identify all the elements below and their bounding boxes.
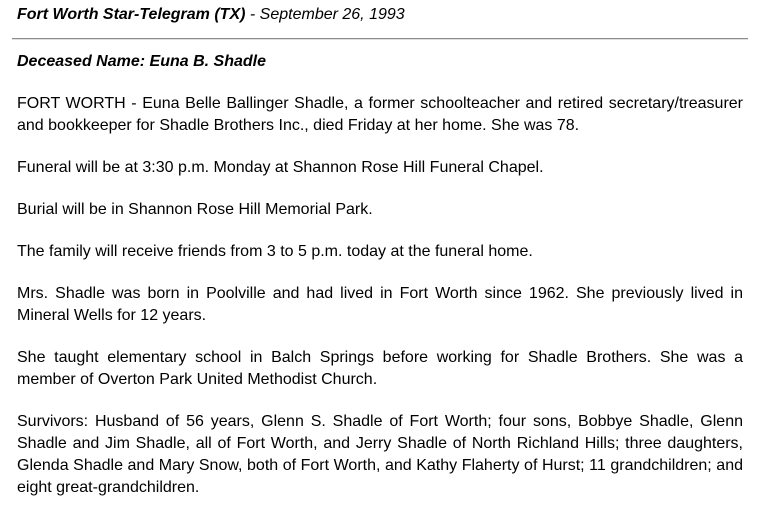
publication-date: September 26, 1993 [259, 6, 405, 23]
newspaper-source: Fort Worth Star-Telegram (TX) [17, 6, 246, 23]
header-separator: - [245, 6, 260, 23]
obituary-paragraph-visitation: The family will receive friends from 3 to 5 p.m. today at the funeral home. [17, 243, 533, 260]
obituary-paragraph-background: Mrs. Shadle was born in Poolville and had lived in Fort Worth since 1962. She previously lived in Mineral Wells for 12 years. [17, 285, 743, 324]
obituary-body [17, 93, 743, 519]
header-divider [12, 38, 748, 40]
obituary-paragraph-career: She taught elementary school in Balch Springs before working for Shadle Brothers. She was a member of Overton Park United Methodist Church. [17, 349, 743, 388]
obituary-paragraph-intro: FORT WORTH - Euna Belle Ballinger Shadle, a former schoolteacher and retired secretary/treasurer and bookkeeper for Shadle Brothers Inc., died Friday at her home. She was 78. [17, 95, 743, 134]
document-header [17, 6, 405, 24]
deceased-name-heading: Deceased Name: Euna B. Shadle [17, 53, 266, 70]
obituary-paragraph-survivors: Survivors: Husband of 56 years, Glenn S. Shadle of Fort Worth; four sons, Bobbye Shadle, Glenn Shadle and Jim Shadle, all of Fort Worth, and Jerry Shadle of North Richland Hills; three daughters, Glenda Shadle and Mary Snow, both of Fort Worth, and Kathy Flaherty of Hurst; 11 grandchildren; and eight great-grandchildren. [17, 413, 743, 496]
obituary-paragraph-burial: Burial will be in Shannon Rose Hill Memorial Park. [17, 201, 373, 218]
obituary-paragraph-funeral: Funeral will be at 3:30 p.m. Monday at Shannon Rose Hill Funeral Chapel. [17, 159, 544, 176]
